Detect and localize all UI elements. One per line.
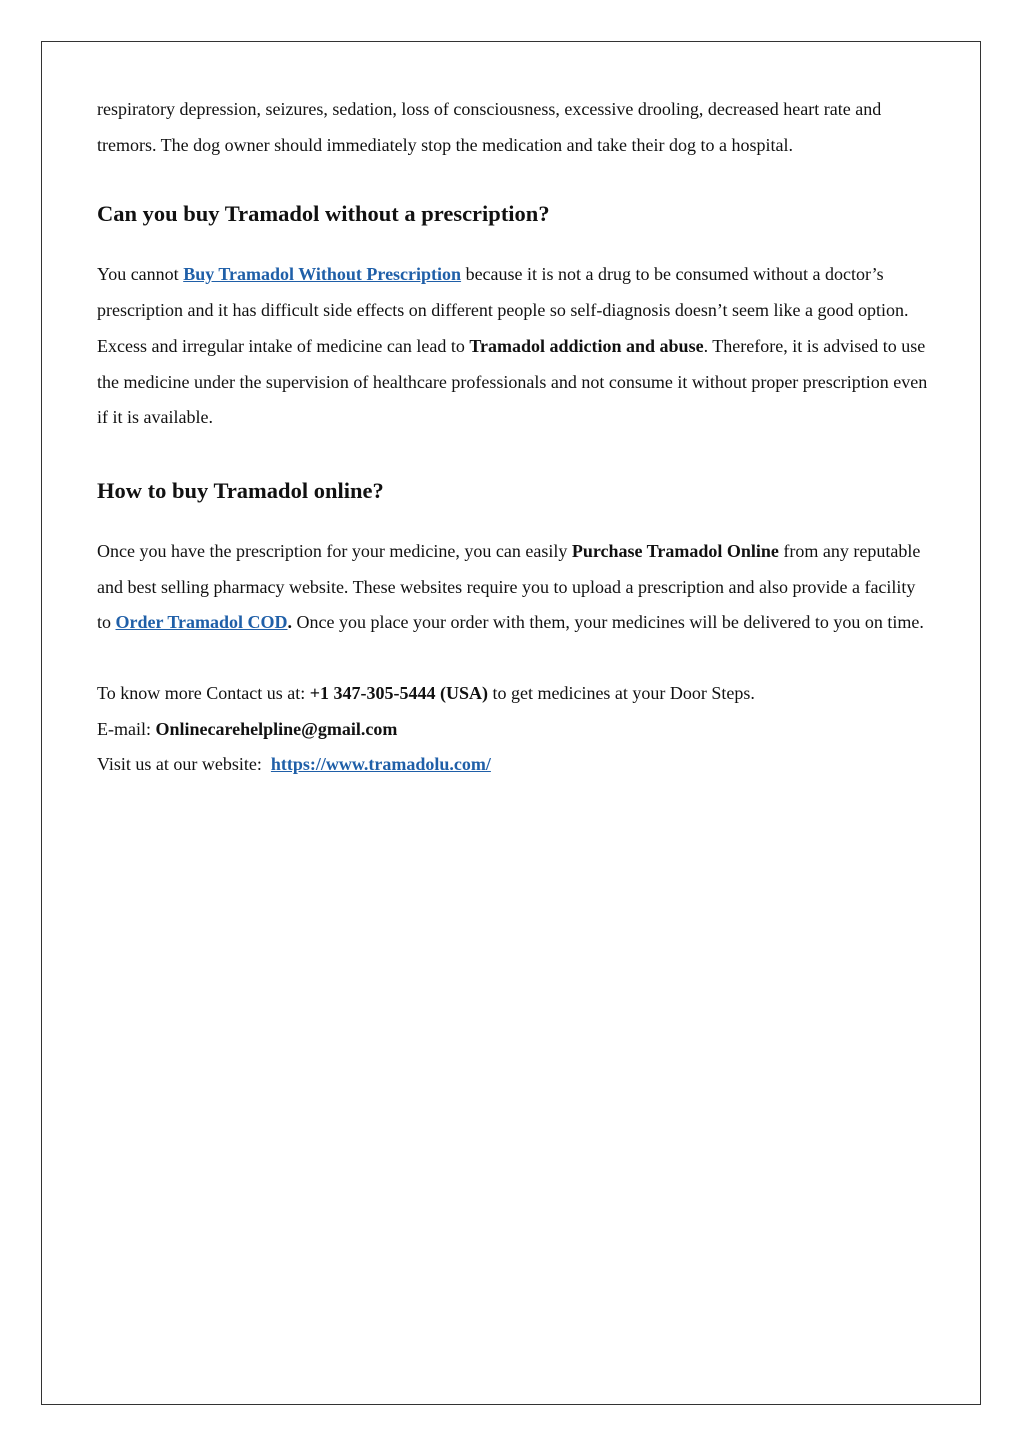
intro-text: respiratory depression, seizures, sedation, loss of consciousness, excessive drooling, decreased heart rate and tremors. The dog owner should immediately stop the medication and take their dog to a hospital. <box>97 99 882 155</box>
buy-without-prescription-link[interactable]: Buy Tramadol Without Prescription <box>183 264 462 285</box>
prescription-text-3: . Therefore, it is advised to use the medicine under the supervision of healthcare professionals and not consume it without proper prescription even if it is available. <box>97 335 928 428</box>
online-text-2: from any reputable and best selling pharmacy website. These websites require you to upload a prescription and also provide a facility to <box>97 540 921 633</box>
online-paragraph <box>97 534 932 641</box>
online-text-3: Once you place your order with them, your medicines will be delivered to you on time. <box>292 612 924 633</box>
section-heading-prescription: Can you buy Tramadol without a prescription? <box>97 201 550 227</box>
website-link[interactable]: https://www.tramadolu.com/ <box>270 754 491 775</box>
purchase-online-bold-text: Purchase Tramadol Online <box>571 540 779 561</box>
contact-block <box>97 676 932 783</box>
contact-phone-line <box>97 676 932 712</box>
prescription-paragraph <box>97 257 932 436</box>
section-heading-online: How to buy Tramadol online? <box>97 477 384 503</box>
website-label: Visit us at our website: <box>97 754 271 775</box>
prescription-text-1: You cannot <box>97 264 184 285</box>
contact-email: Onlinecarehelpline@gmail.com <box>155 718 398 739</box>
contact-phone: +1 347-305-5444 (USA) <box>309 683 488 704</box>
email-label: E-mail: <box>97 718 156 739</box>
contact-website-line <box>97 747 932 783</box>
prescription-text-2: because it is not a drug to be consumed without a doctor’s prescription and it has difficult side effects on different people so self-diagnosis doesn’t seem like a good option. Excess and irregular intake of medicine can lead to <box>97 264 909 356</box>
online-text-1: Once you have the prescription for your medicine, you can easily <box>97 540 572 561</box>
bold-period: . <box>287 612 293 633</box>
contact-prefix: To know more Contact us at: <box>97 683 310 704</box>
intro-paragraph <box>97 92 932 163</box>
contact-email-line <box>97 712 932 748</box>
contact-suffix: to get medicines at your Door Steps. <box>487 683 755 704</box>
addiction-bold-text: Tramadol addiction and abuse <box>469 335 704 356</box>
document-body <box>97 92 932 783</box>
order-cod-link[interactable]: Order Tramadol COD <box>115 612 288 633</box>
